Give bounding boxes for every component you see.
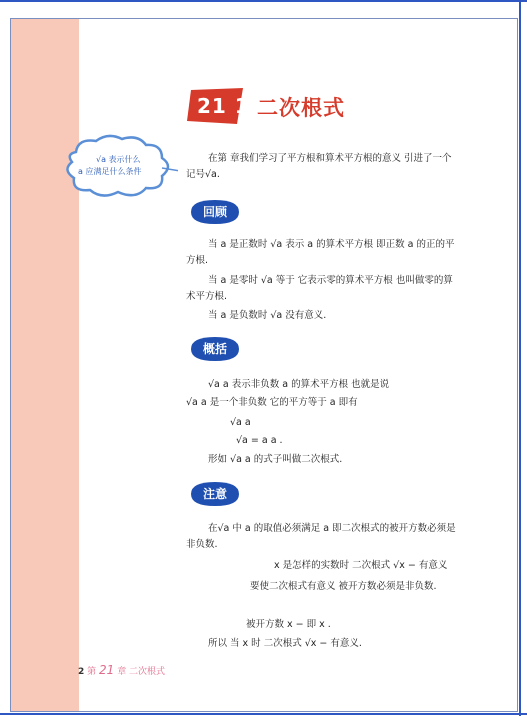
summary-line-2: √a a 是一个非负数 它的平方等于 a 即有 (186, 397, 358, 408)
margin-note (78, 154, 158, 178)
summary-line-5: 形如 √a a 的式子叫做二次根式. (208, 454, 343, 465)
chapter-prefix: 第 (87, 667, 97, 677)
review-line-2: 当 a 是零时 √a 等于 它表示零的算术平方根 也叫做零的算术平方根. (186, 275, 453, 302)
margin-note-question: √a 表示什么 (96, 155, 141, 164)
section-note-label: 注意 (202, 487, 227, 501)
page-frame (10, 18, 518, 712)
summary-line-4: √a = a a . (236, 435, 283, 446)
title-number: 21 1 (197, 94, 250, 118)
margin-sidebar (11, 19, 79, 711)
summary-line-3: √a a (230, 417, 251, 428)
review-line-3: 当 a 是负数时 √a 没有意义. (208, 310, 327, 321)
note-line-5: 所以 当 x 时 二次根式 √x − 有意义. (208, 638, 362, 649)
margin-note-text: a 应满足什么条件 (78, 167, 142, 176)
top-border (0, 0, 527, 2)
bottom-border (0, 713, 527, 715)
review-line-1: 当 a 是正数时 √a 表示 a 的算术平方根 即正数 a 的正的平方根. (186, 239, 455, 266)
intro-paragraph: 在第 章我们学习了平方根和算术平方根的意义 引进了一个记号√a. (186, 153, 452, 180)
page-number: 2 (78, 667, 85, 677)
section-review-label: 回顾 (202, 205, 227, 219)
summary-line-1: √a a 表示非负数 a 的算术平方根 也就是说 (208, 379, 390, 390)
chapter-title: 章 二次根式 (117, 667, 166, 677)
title-text: 二次根式 (257, 96, 345, 120)
chapter-number: 21 (99, 663, 115, 677)
page-footer (78, 663, 165, 677)
section-summary-label: 概括 (202, 342, 227, 356)
note-line-3: 要使二次根式有意义 被开方数必须是非负数. (250, 581, 437, 592)
note-line-4: 被开方数 x − 即 x . (246, 619, 331, 630)
right-border (519, 0, 521, 716)
note-line-2: x 是怎样的实数时 二次根式 √x − 有意义 (274, 560, 448, 571)
note-line-1: 在√a 中 a 的取值必须满足 a 即二次根式的被开方数必须是非负数. (186, 523, 456, 550)
